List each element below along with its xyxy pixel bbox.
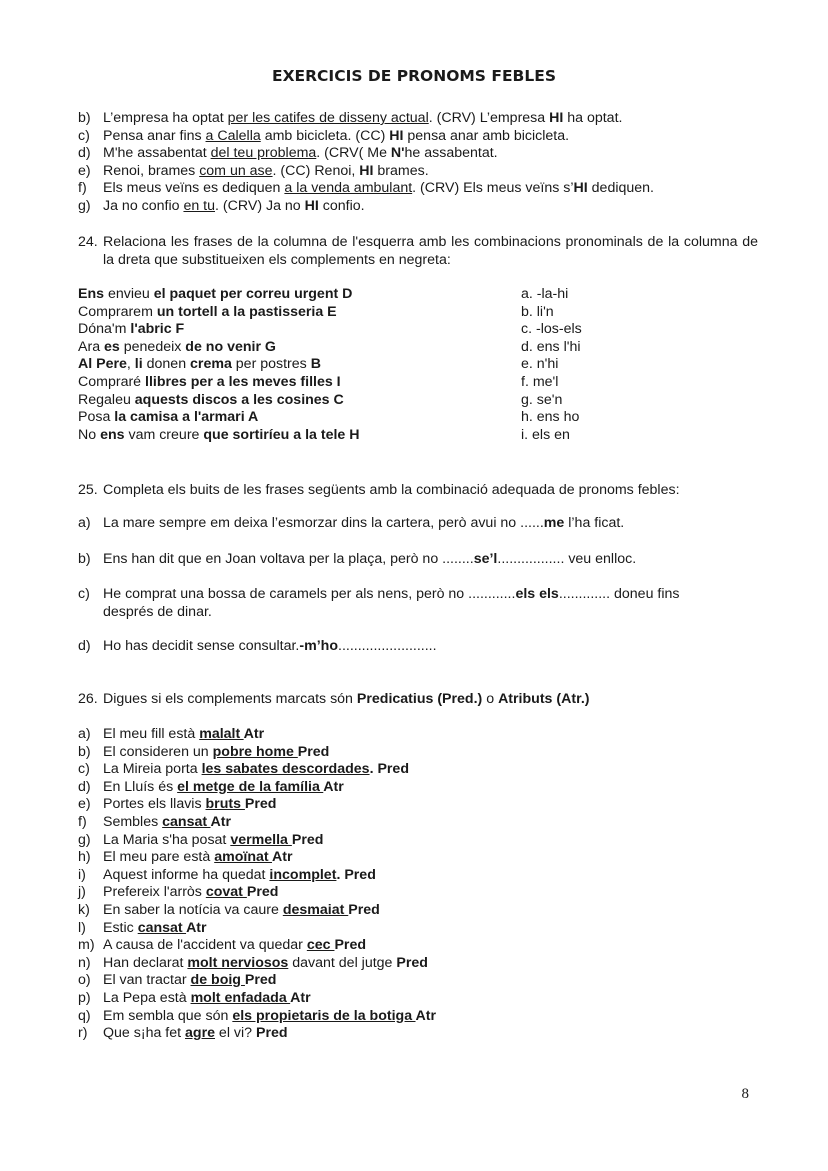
underlined-segment: incomplet: [269, 866, 337, 883]
item-label: q): [78, 1007, 91, 1024]
item-label: c): [78, 761, 90, 778]
list-item: [78, 198, 758, 216]
ex26-items: [78, 726, 758, 1043]
underlined-segment: per les catifes de disseny actual: [227, 110, 429, 126]
bold-segment: es: [104, 338, 120, 355]
text-segment: Han declarat: [103, 954, 188, 971]
text-segment: . (CRV) L’empresa: [428, 110, 550, 126]
underlined-segment: de boig: [190, 972, 245, 989]
bold-segment: crema: [190, 356, 232, 373]
underlined-segment: cec: [306, 937, 335, 954]
text-segment: La Maria s'ha posat: [103, 831, 231, 848]
bold-segment: Atr: [243, 726, 265, 742]
ex24-right-column: [521, 286, 751, 444]
text-segment: ............. doneu fins: [558, 586, 680, 602]
bold-segment: Pred: [244, 972, 277, 989]
text-segment: M'he assabentat: [103, 145, 211, 162]
bold-segment: Pred: [256, 1025, 288, 1042]
bold-segment: Pred: [348, 901, 380, 918]
text-segment: L’empresa ha optat: [103, 110, 228, 126]
text-segment: Portes els llavis: [103, 796, 206, 813]
fill-in-sentence: [103, 586, 758, 621]
list-item: [78, 814, 758, 832]
text-segment: Estic: [103, 919, 138, 936]
underlined-segment: amoïnat: [214, 849, 273, 866]
text-segment: l’ha ficat.: [564, 515, 625, 531]
text-segment: dediquen.: [587, 180, 654, 197]
list-item: [78, 726, 758, 744]
text-segment: Comprarem: [78, 303, 157, 320]
item-label: b): [78, 110, 91, 126]
item-label: h): [78, 849, 91, 866]
underlined-segment: vermella: [230, 831, 292, 848]
text-segment: Dóna'm: [78, 321, 131, 338]
bold-segment: . Pred: [336, 866, 376, 883]
bold-segment: . Pred: [369, 761, 409, 778]
bold-segment: HI: [304, 197, 319, 214]
bold-segment: llibres per a les meves filles I: [145, 373, 341, 390]
underlined-segment: els propietaris de la botiga: [232, 1007, 416, 1024]
pronoun-option: i. els en: [521, 426, 570, 443]
text-segment: La Pepa està: [103, 989, 191, 1006]
item-label: d): [78, 638, 91, 654]
underlined-segment: les sabates descordades: [201, 761, 370, 778]
item-label: j): [78, 884, 86, 901]
text-segment: amb bicicleta. (CC): [260, 127, 390, 144]
item-label: a): [78, 726, 91, 742]
intro-list: [78, 110, 758, 216]
item-label: b): [78, 743, 91, 760]
bold-segment: HI: [359, 162, 374, 179]
bold-segment: HI: [389, 127, 404, 144]
underlined-segment: cansat: [162, 813, 211, 830]
pronoun-option: f. me'l: [521, 373, 559, 390]
underlined-segment: el metge de la família: [177, 778, 324, 795]
bold-segment: un tortell a la pastisseria E: [156, 303, 337, 320]
text-segment: Renoi, brames: [103, 162, 200, 179]
text-segment: Ens han dit que en Joan voltava per la plaça, però no ........: [103, 551, 474, 567]
text-segment: Ho has decidit sense consultar.: [103, 638, 300, 654]
item-label: e): [78, 796, 91, 813]
list-item: [78, 849, 758, 867]
text-segment: . (CRV) Els meus veïns s’: [412, 180, 574, 197]
text-segment: .........................: [338, 638, 437, 654]
text-segment: Compraré: [78, 373, 146, 390]
underlined-segment: covat: [205, 884, 247, 901]
list-item: [78, 920, 758, 938]
sentence-line: [103, 551, 758, 569]
list-item: [78, 832, 758, 850]
list-item: [78, 1025, 758, 1043]
bold-segment: B: [310, 356, 321, 373]
pronoun-option: a. -la-hi: [521, 286, 569, 302]
bold-segment: ens: [100, 426, 125, 443]
bold-segment: Al Pere: [78, 356, 127, 373]
item-label: a): [78, 515, 91, 531]
text-segment: Regaleu: [78, 391, 135, 408]
text-segment: he assabentat.: [404, 145, 498, 162]
text-segment: per postres: [231, 356, 311, 373]
pronoun-option: e. n'hi: [521, 356, 559, 373]
bold-segment: HI: [549, 110, 564, 126]
text-segment: En saber la notícia va caure: [103, 901, 283, 918]
list-item: [78, 761, 758, 779]
underlined-segment: molt nerviosos: [187, 954, 289, 971]
underlined-segment: del teu problema: [210, 145, 317, 162]
text-segment: El meu pare està: [103, 849, 215, 866]
bold-segment: Atr: [272, 849, 293, 866]
bold-segment: Atr: [210, 813, 232, 830]
list-item: [78, 744, 758, 762]
text-segment: El van tractar: [103, 972, 191, 989]
item-label: r): [78, 1025, 88, 1042]
underlined-segment: a la venda ambulant: [284, 180, 413, 197]
pronoun-option: g. se'n: [521, 391, 563, 408]
text-segment: Pensa anar fins: [103, 127, 206, 144]
pronoun-option: h. ens ho: [521, 409, 580, 426]
list-item: [78, 779, 758, 797]
text-segment: No: [78, 426, 101, 443]
text-segment: He comprat una bossa de caramels per als nens, però no ............: [103, 586, 516, 602]
bold-segment: se’l: [473, 551, 498, 567]
bold-segment: aquests discos a les cosines C: [134, 391, 344, 408]
list-item: [78, 867, 758, 885]
ex24-instruction: Relaciona les frases de la columna de l'esquerra amb les combinacions pronominals de la columna de la dreta que substitueixen els complements en negreta:: [103, 234, 758, 268]
text-segment: El meu fill està: [103, 726, 200, 742]
bold-segment: el paquet per correu urgent D: [153, 286, 353, 302]
ex25-instruction: Completa els buits de les frases següents amb la combinació adequada de pronoms febles:: [103, 482, 680, 498]
item-label: f): [78, 813, 87, 830]
item-label: o): [78, 972, 91, 989]
item-label: p): [78, 989, 91, 1006]
text-segment: ha optat.: [563, 110, 623, 126]
bold-segment: Atributs (Atr.): [498, 691, 590, 707]
item-label: e): [78, 162, 91, 179]
text-segment: vam creure: [124, 426, 204, 443]
bold-segment: Atr: [186, 919, 207, 936]
bold-segment: Atr: [290, 989, 311, 1006]
item-label: i): [78, 866, 86, 883]
sentence-line: [103, 638, 758, 656]
text-segment: penedeix: [119, 338, 186, 355]
bold-segment: Pred: [244, 796, 277, 813]
item-label: d): [78, 778, 91, 795]
underlined-segment: cansat: [137, 919, 187, 936]
bold-segment: de no venir G: [185, 338, 276, 355]
bold-segment: -m’ho: [299, 638, 338, 654]
fill-in-sentence: [103, 638, 758, 656]
underlined-segment: agre: [185, 1025, 215, 1042]
item-label: c): [78, 586, 90, 602]
text-segment: Prefereix l'arròs: [103, 884, 206, 901]
sentence-line: [103, 586, 758, 604]
bold-segment: li: [134, 356, 143, 373]
ex26-instruction: [103, 691, 589, 709]
list-item: [78, 180, 758, 198]
text-segment: Els meus veïns es dediquen: [103, 180, 285, 197]
list-item: [78, 902, 758, 920]
fill-in-sentence: [103, 515, 758, 533]
list-item: [78, 1008, 758, 1026]
text-segment: En Lluís és: [103, 778, 178, 795]
bold-segment: Pred: [291, 831, 324, 848]
bold-segment: la camisa a l'armari A: [114, 409, 259, 426]
text-segment: davant del jutge: [288, 954, 397, 971]
text-segment: . (CRV) Ja no: [215, 197, 305, 214]
text-segment: envieu: [104, 286, 154, 302]
bold-segment: Atr: [415, 1007, 437, 1024]
bold-segment: me: [543, 515, 565, 531]
page-title: EXERCICIS DE PRONOMS FEBLES: [272, 67, 556, 85]
text-segment: donen: [142, 356, 191, 373]
bold-segment: l'abric F: [130, 321, 185, 338]
page-number: 8: [741, 1086, 749, 1102]
pronoun-option: b. li'n: [521, 303, 554, 320]
item-label: c): [78, 127, 90, 144]
fill-in-sentence: [103, 551, 758, 569]
text-segment: brames.: [373, 162, 429, 179]
text-segment: el vi?: [214, 1025, 256, 1042]
bold-segment: els els: [515, 586, 559, 602]
underlined-segment: com un ase: [199, 162, 273, 179]
text-segment: pensa anar amb bicicleta.: [403, 127, 570, 144]
text-segment: . (CC) Renoi,: [272, 162, 360, 179]
text-segment: Ara: [78, 338, 105, 355]
item-label: g): [78, 831, 91, 848]
item-label: m): [78, 937, 95, 954]
bold-segment: Pred: [396, 954, 428, 971]
list-item: [78, 972, 758, 990]
list-item: [78, 163, 758, 181]
bold-segment: que sortiríeu a la tele H: [203, 426, 360, 443]
underlined-segment: pobre home: [212, 743, 298, 760]
underlined-segment: malalt: [199, 726, 244, 742]
bold-segment: Ens: [78, 286, 105, 302]
sentence-continuation: després de dinar.: [103, 603, 212, 620]
text-segment: Que s¡ha fet: [103, 1025, 186, 1042]
text-segment: La Mireia porta: [103, 761, 202, 778]
bold-segment: Pred: [334, 937, 367, 954]
underlined-segment: en tu: [183, 197, 216, 214]
underlined-segment: molt enfadada: [190, 989, 291, 1006]
ex26-number: 26.: [78, 691, 98, 707]
item-label: b): [78, 551, 91, 567]
item-label: n): [78, 954, 91, 971]
sentence-line: [103, 515, 758, 533]
underlined-segment: desmaiat: [282, 901, 349, 918]
text-segment: o: [482, 691, 499, 707]
bold-segment: N': [390, 145, 405, 162]
text-segment: Em sembla que són: [103, 1007, 233, 1024]
item-label: l): [78, 919, 86, 936]
item-label: k): [78, 901, 90, 918]
list-item: [78, 110, 758, 128]
item-label: f): [78, 180, 87, 197]
text-segment: Aquest informe ha quedat: [103, 866, 270, 883]
list-item: [78, 796, 758, 814]
text-segment: ................. veu enlloc.: [497, 551, 637, 567]
bold-segment: Atr: [323, 778, 344, 795]
bold-segment: Pred: [297, 743, 330, 760]
text-segment: A causa de l'accident va quedar: [103, 937, 307, 954]
text-segment: La mare sempre em deixa l’esmorzar dins la cartera, però avui no ......: [103, 515, 544, 531]
text-segment: Ja no confio: [103, 197, 184, 214]
pronoun-option: c. -los-els: [521, 321, 582, 338]
ex24-number: 24.: [78, 234, 98, 250]
text-segment: Posa: [78, 409, 115, 426]
text-segment: Digues si els complements marcats són: [103, 691, 357, 707]
list-item: [78, 955, 758, 973]
list-item: [78, 884, 758, 902]
text-segment: confio.: [318, 197, 365, 214]
underlined-segment: a Calella: [205, 127, 261, 144]
ex25-number: 25.: [78, 482, 98, 498]
list-item: [78, 937, 758, 955]
text-segment: ,: [126, 356, 135, 373]
text-segment: Sembles: [103, 813, 163, 830]
pronoun-option: d. ens l'hi: [521, 338, 581, 355]
list-item: [78, 128, 758, 146]
bold-segment: Predicatius (Pred.): [356, 691, 483, 707]
item-label: g): [78, 197, 91, 214]
item-label: d): [78, 145, 91, 162]
underlined-segment: bruts: [205, 796, 245, 813]
text-segment: El consideren un: [103, 743, 213, 760]
bold-segment: Pred: [246, 884, 279, 901]
list-item: [78, 145, 758, 163]
text-segment: . (CRV( Me: [316, 145, 391, 162]
list-item: [78, 990, 758, 1008]
bold-segment: HI: [573, 180, 588, 197]
